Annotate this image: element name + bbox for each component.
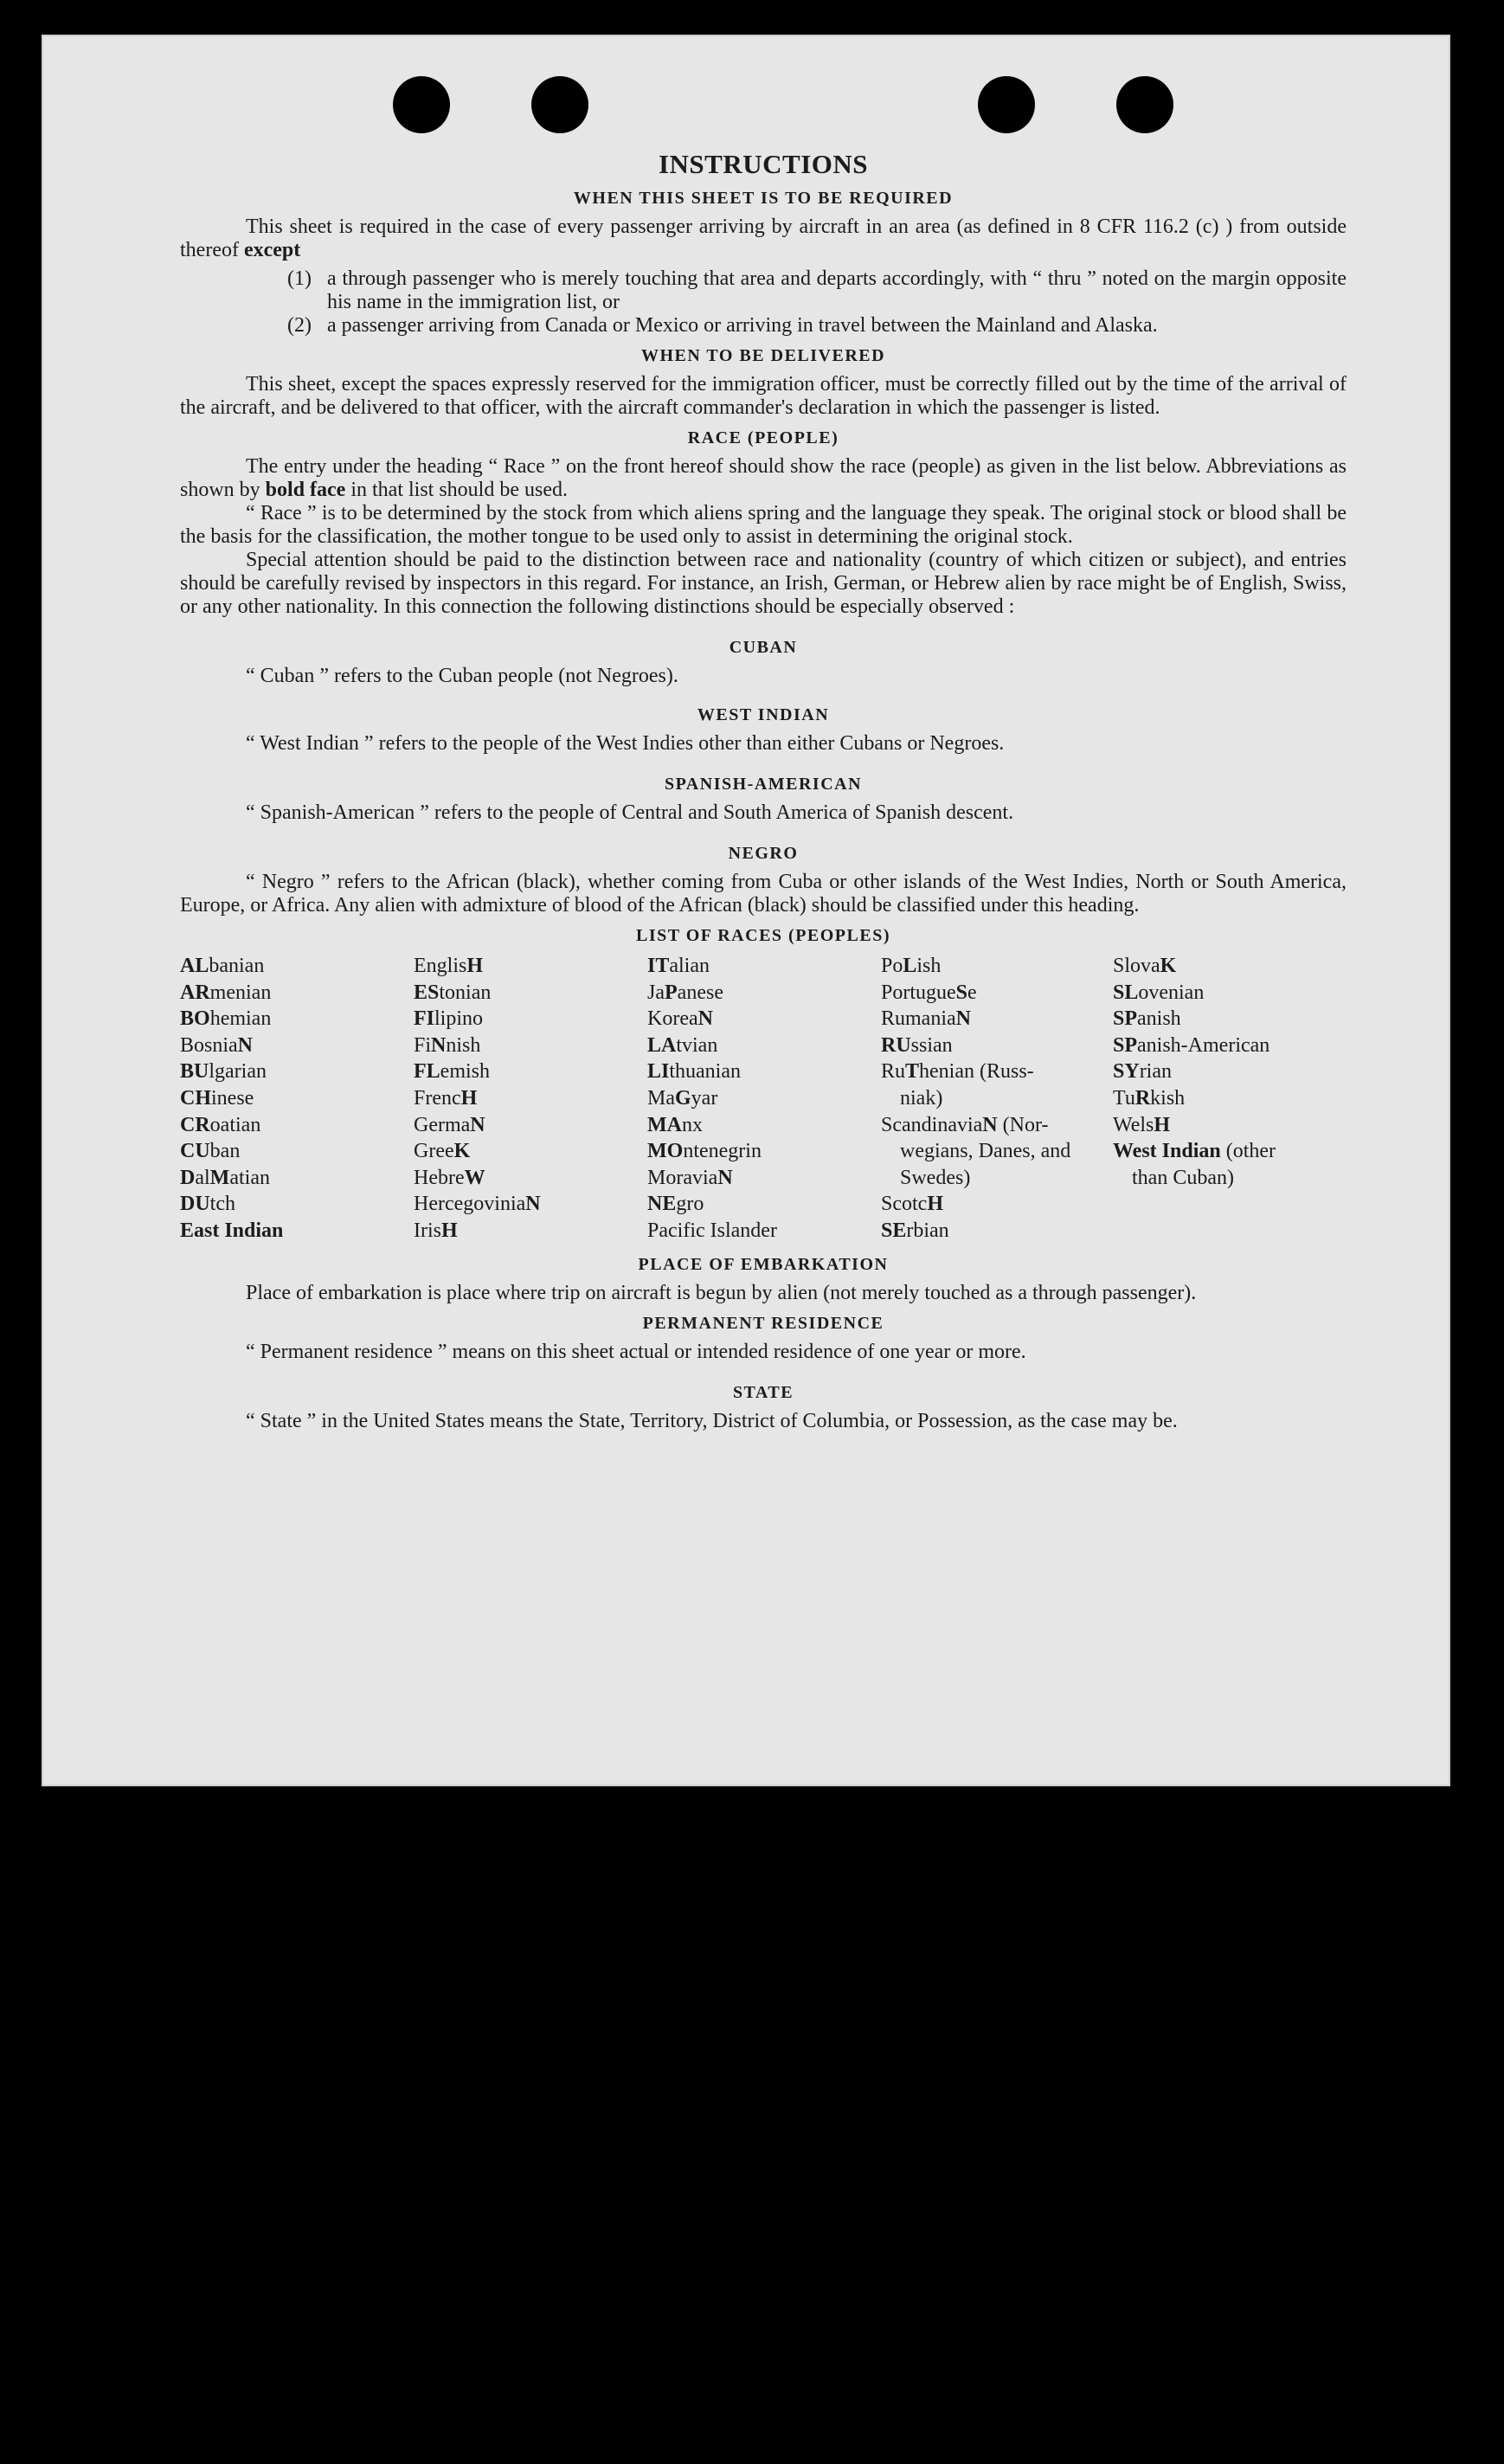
exception-item: (2) a passenger arriving from Canada or Mexico or arriving in travel between the Mainland and Alaska. — [287, 314, 1158, 337]
race-entry: ARmenian — [180, 981, 272, 1004]
race-entry: LIthuanian — [647, 1060, 741, 1084]
race-entry: ScandinaviaN (Nor- — [881, 1113, 1049, 1136]
race-entry: LAtvian — [647, 1033, 718, 1057]
race-entry-continuation: niak) — [900, 1086, 943, 1110]
race-entry: BUlgarian — [180, 1060, 267, 1084]
race-paragraph-3: Special attention should be paid to the distinction between race and nationality (country of which citizen or subject), and entries should be carefully revised by inspectors in this regard. For instance, an Irish, German, or Hebrew alien by race might be of English, Swiss, or any other nationality. In this connection the following distinctions should be especially observed : — [180, 549, 1347, 618]
race-entry: CRoatian — [180, 1113, 261, 1136]
races-list — [180, 953, 1347, 1245]
race-entry: SPanish-American — [1113, 1033, 1270, 1057]
race-entry: MoraviaN — [647, 1166, 733, 1189]
race-entry: HercegoviniaN — [414, 1193, 541, 1216]
required-intro: This sheet is required in the case of every passenger arriving by aircraft in an area (as defined in 8 CFR 116.2 (c) ) from outside thereof except — [180, 216, 1347, 261]
state-definition: “ State ” in the United States means the State, Territory, District of Columbia, or Possession, as the case may be. — [246, 1409, 1178, 1432]
heading-embarkation: PLACE OF EMBARKATION — [638, 1254, 889, 1274]
race-entry: SPanish — [1113, 1007, 1181, 1031]
race-column — [414, 953, 647, 1245]
residence-definition: “ Permanent residence ” means on this sheet actual or intended residence of one year or more. — [246, 1340, 1026, 1363]
race-column — [1113, 953, 1347, 1245]
race-entry: MaGyar — [647, 1086, 718, 1110]
race-entry: TuRkish — [1113, 1086, 1186, 1110]
heading-cuban: CUBAN — [729, 638, 798, 657]
punch-hole — [1116, 76, 1173, 133]
instructions-content — [180, 149, 1347, 1433]
heading-list-of-races: LIST OF RACES (PEOPLES) — [635, 926, 890, 945]
race-entry: PortugueSe — [881, 981, 977, 1004]
race-entry-continuation: wegians, Danes, and Swedes) — [900, 1140, 1071, 1189]
race-entry: BOhemian — [180, 1007, 272, 1031]
race-entry: HebreW — [414, 1166, 485, 1189]
cuban-definition: “ Cuban ” refers to the Cuban people (not Negroes). — [246, 665, 678, 687]
race-entry: RuThenian (Russ- — [881, 1060, 1034, 1084]
page-title: INSTRUCTIONS — [658, 149, 868, 179]
document-sheet — [42, 35, 1450, 1786]
race-entry: SErbian — [881, 1219, 949, 1242]
race-entry: GermaN — [414, 1113, 485, 1136]
race-entry: SLovenian — [1113, 981, 1205, 1004]
embarkation-text: Place of embarkation is place where trip on aircraft is begun by alien (not merely touched as a through passenger). — [246, 1281, 1197, 1304]
race-entry: BosniaN — [180, 1033, 254, 1057]
race-entry: EStonian — [414, 981, 492, 1004]
heading-west-indian: WEST INDIAN — [697, 705, 830, 724]
punch-hole — [393, 76, 450, 133]
heading-spanish-american: SPANISH-AMERICAN — [664, 775, 863, 794]
heading-negro: NEGRO — [728, 844, 799, 863]
race-entry: DUtch — [180, 1193, 235, 1216]
exception-item: (1) a through passenger who is merely touching that area and departs accordingly, with “ thru ” noted on the margin opposite his name in the immigration list, or — [287, 267, 1347, 313]
race-entry: JaPanese — [647, 981, 723, 1004]
race-paragraph-2: “ Race ” is to be determined by the stock from which aliens spring and the language they speak. The original stock or blood shall be the basis for the classification, the mother tongue to be used only to assist in determining the original stock. — [180, 502, 1347, 548]
heading-race: RACE (PEOPLE) — [687, 428, 839, 447]
race-entry: FIlipino — [414, 1007, 484, 1031]
race-entry: MOntenegrin — [647, 1140, 762, 1163]
race-entry: FLemish — [414, 1060, 490, 1084]
race-column — [647, 953, 881, 1245]
race-entry-continuation: than Cuban) — [1132, 1166, 1234, 1189]
race-entry: RumaniaN — [881, 1007, 971, 1031]
race-entry: PoLish — [881, 955, 942, 977]
race-entry: FrencH — [414, 1086, 478, 1110]
race-entry: WelsH — [1113, 1113, 1171, 1136]
race-entry: IrisH — [414, 1219, 458, 1242]
race-entry: NEgro — [647, 1193, 704, 1216]
race-entry: MAnx — [647, 1113, 703, 1136]
heading-permanent-residence: PERMANENT RESIDENCE — [642, 1313, 884, 1333]
race-entry: ITalian — [647, 955, 710, 977]
race-entry: SlovaK — [1113, 955, 1177, 977]
delivered-text: This sheet, except the spaces expressly reserved for the immigration officer, must be correctly filled out by the time of the arrival of the aircraft, and be delivered to that officer, with the aircraft commander's declaration in which the passenger is listed. — [180, 373, 1347, 419]
race-entry: FiNnish — [414, 1033, 481, 1057]
exception-list — [180, 267, 1347, 338]
negro-definition: “ Negro ” refers to the African (black), whether coming from Cuba or other islands of the West Indies, North or South America, Europe, or Africa. Any alien with admixture of blood of the African (black) should be classified under this heading. — [180, 871, 1347, 917]
west-indian-definition: “ West Indian ” refers to the people of the West Indies other than either Cubans or Negroes. — [246, 732, 1005, 755]
race-paragraph-1: The entry under the heading “ Race ” on the front hereof should show the race (people) as given in the list below. Abbreviations as shown by bold face in that list should be used. — [180, 455, 1347, 501]
race-entry: SYrian — [1113, 1060, 1172, 1084]
race-entry: RUssian — [881, 1033, 953, 1057]
race-entry: KoreaN — [647, 1007, 713, 1031]
punch-hole — [531, 76, 588, 133]
race-entry: DalMatian — [180, 1166, 270, 1189]
heading-when-required: WHEN THIS SHEET IS TO BE REQUIRED — [573, 189, 954, 208]
heading-state: STATE — [732, 1382, 794, 1402]
punch-hole — [978, 76, 1035, 133]
race-entry: ScotcH — [881, 1193, 943, 1216]
race-entry: Pacific Islander — [647, 1219, 777, 1242]
race-entry: East Indian — [180, 1219, 284, 1242]
spanish-american-definition: “ Spanish-American ” refers to the people of Central and South America of Spanish descent. — [246, 801, 1014, 824]
race-column — [881, 953, 1113, 1245]
heading-when-delivered: WHEN TO BE DELIVERED — [640, 346, 886, 365]
race-entry: West Indian (other — [1113, 1140, 1276, 1163]
race-entry: EnglisH — [414, 955, 484, 977]
race-entry: GreeK — [414, 1140, 471, 1163]
race-entry: CHinese — [180, 1086, 254, 1110]
race-entry: ALbanian — [180, 955, 265, 977]
race-column — [180, 953, 414, 1245]
race-entry: CUban — [180, 1140, 241, 1163]
